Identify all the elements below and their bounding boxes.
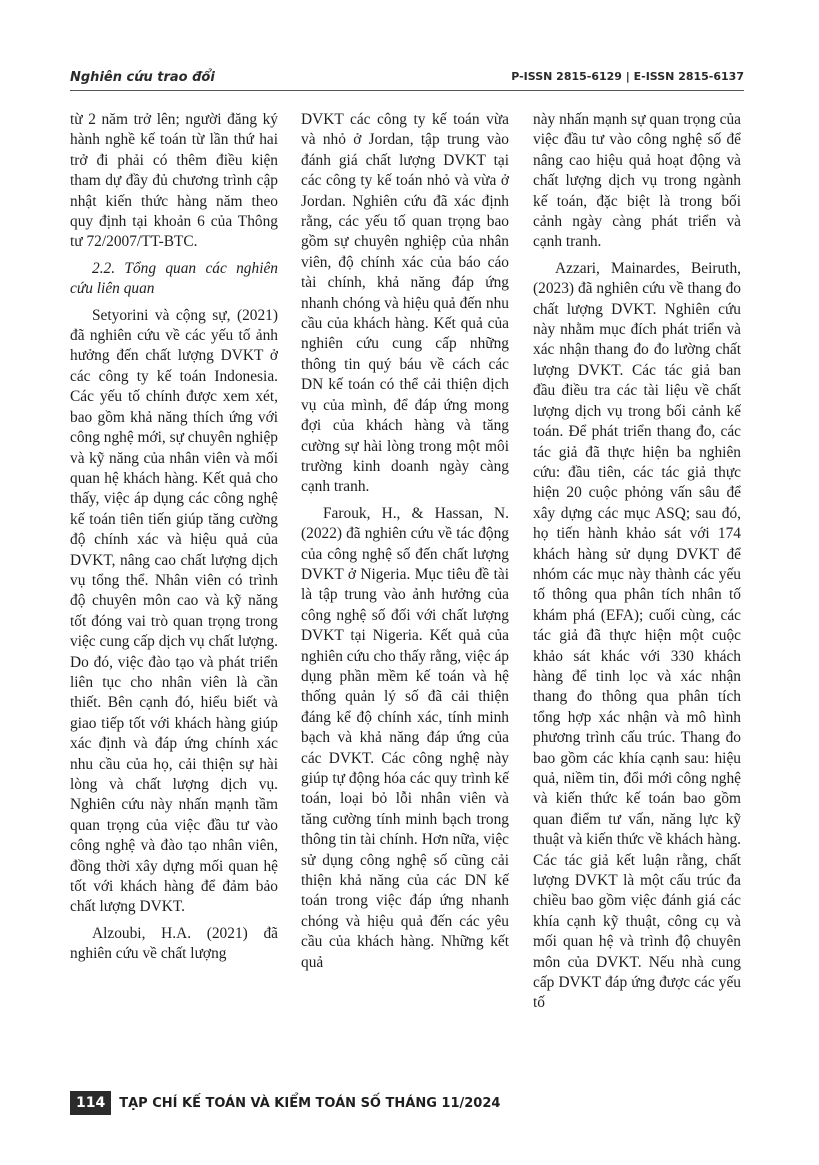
page-header xyxy=(70,68,744,90)
paragraph: Farouk, H., & Hassan, N. (2022) đã nghiên cứu về tác động của công nghệ số đến chất lượng DVKT ở Nigeria. Mục tiêu đề tài là tập trung vào ảnh hưởng của công nghệ số đối với chất lượng DVKT tại Nigeria. Kết quả của nghiên cứu cho thấy rằng, việc áp dụng phần mềm kế toán và hệ thống quản lý số đã cải thiện đáng kể độ chính xác, tính minh bạch và khả năng đáp ứng của các DVKT. Các công nghệ này giúp tự động hóa các quy trình kế toán, loại bỏ lỗi nhân viên và tăng cường tính minh bạch trong thông tin tài chính. Hơn nữa, việc sử dụng công nghệ số cũng cải thiện khả năng của các DN kế toán trong việc đáp ứng nhanh chóng và hiệu quả đến các yêu cầu của khách hàng. Những kết quả xyxy=(301,504,509,971)
header-divider xyxy=(70,90,744,91)
paragraph: này nhấn mạnh sự quan trọng của việc đầu tư vào công nghệ số để nâng cao hiệu quả hoạt động và chất lượng dịch vụ trong ngành kế toán, đặc biệt là trong bối cảnh ngày càng phát triển và cạnh tranh. xyxy=(533,111,741,251)
section-heading: 2.2. Tổng quan các nghiên cứu liên quan xyxy=(70,259,278,298)
section-label: Nghiên cứu trao đổi xyxy=(70,70,215,85)
paragraph: Azzari, Mainardes, Beiruth, (2023) đã nghiên cứu về thang đo chất lượng DVKT. Nghiên cứu này nhằm mục đích phát triển và xác nhận thang đo đo lường chất lượng DVKT. Các tác giả ban đầu điều tra các tài liệu về chất lượng dịch vụ trong bối cảnh kế toán. Để phát triển thang đo, các tác giả đã thực hiện ba nghiên cứu: đầu tiên, các tác giả thực hiện 20 cuộc phỏng vấn sâu để xây dựng các mục ASQ; sau đó, họ tiến hành khảo sát với 174 khách hàng sử dụng DVKT để nhóm các mục này thành các yếu tố thông qua phân tích nhân tố khám phá (EFA); cuối cùng, các tác giả đã thực hiện một cuộc khảo sát khác với 330 khách hàng để tinh lọc và xác nhận thang đo thông qua phân tích tổng hợp xác nhận và mô hình phương trình cấu trúc. Thang đo bao gồm các khía cạnh sau: hiệu quả, niềm tin, đổi mới công nghệ và kiến thức kế toán bao gồm quan điểm tư vấn, năng lực kỹ thuật và kiến thức về khách hàng. Các tác giả kết luận rằng, chất lượng DVKT là một cấu trúc đa chiều bao gồm việc đánh giá các khía cạnh kỹ thuật, công cụ và mối quan hệ và trình độ chuyên môn của DVKT. Nếu nhà cung cấp DVKT đáp ứng được các yếu tố xyxy=(533,259,741,1012)
journal-title: TẠP CHÍ KẾ TOÁN VÀ KIỂM TOÁN SỐ THÁNG 11/2024 xyxy=(119,1095,501,1111)
text-column-2 xyxy=(301,110,509,1070)
issn-label: P-ISSN 2815-6129 | E-ISSN 2815-6137 xyxy=(511,70,744,83)
paragraph: Alzoubi, H.A. (2021) đã nghiên cứu về chất lượng xyxy=(70,924,278,963)
paragraph: từ 2 năm trở lên; người đăng ký hành nghề kế toán từ lần thứ hai trở đi phải có thêm điều kiện tham dự đầy đủ chương trình cập nhật kiến thức hàng năm theo quy định tại khoản 6 của Thông tư 72/2007/TT-BTC. xyxy=(70,111,278,251)
page-footer xyxy=(70,1090,500,1116)
paragraph: Setyorini và cộng sự, (2021) đã nghiên cứu về các yếu tố ảnh hưởng đến chất lượng DVKT ở các công ty kế toán Indonesia. Các yếu tố chính được xem xét, bao gồm khả năng thích ứng với công nghệ mới, sự chuyên nghiệp và kỹ năng của nhân viên và mối quan hệ khách hàng. Kết quả cho thấy, việc áp dụng các công nghệ kế toán tiên tiến giúp tăng cường độ chính xác và hiệu quả của DVKT, nâng cao chất lượng dịch vụ tổng thể. Nhân viên có trình độ chuyên môn cao và kỹ năng tốt đóng vai trò quan trọng trong việc cung cấp dịch vụ chất lượng. Do đó, việc đào tạo và phát triển liên tục cho nhân viên là cần thiết. Bên cạnh đó, hiểu biết và giao tiếp tốt với khách hàng giúp xác định và đáp ứng chính xác nhu cầu của họ, cải thiện sự hài lòng và chất lượng dịch vụ. Nghiên cứu này nhấn mạnh tầm quan trọng của việc đầu tư vào công nghệ và đào tạo nhân viên, đồng thời xây dựng mối quan hệ tốt với khách hàng để đảm bảo chất lượng DVKT. xyxy=(70,306,278,916)
paragraph: DVKT các công ty kế toán vừa và nhỏ ở Jordan, tập trung vào đánh giá chất lượng DVKT tại các công ty kế toán nhỏ và vừa ở Jordan. Nghiên cứu đã xác định rằng, các yếu tố quan trọng bao gồm sự chuyên nghiệp của nhân viên, độ chính xác của báo cáo tài chính, khả năng đáp ứng nhanh chóng và hiệu quả đến nhu cầu của khách hàng. Kết quả của nghiên cứu cung cấp những thông tin quý báu về cách các DN kế toán có thể cải thiện dịch vụ của mình, để đáp ứng mong đợi của khách hàng và tăng cường sự hài lòng trong một môi trường kinh doanh ngày càng cạnh tranh. xyxy=(301,111,509,496)
text-column-3 xyxy=(533,110,741,1070)
text-column-1 xyxy=(70,110,278,1070)
page-number: 114 xyxy=(70,1091,111,1115)
